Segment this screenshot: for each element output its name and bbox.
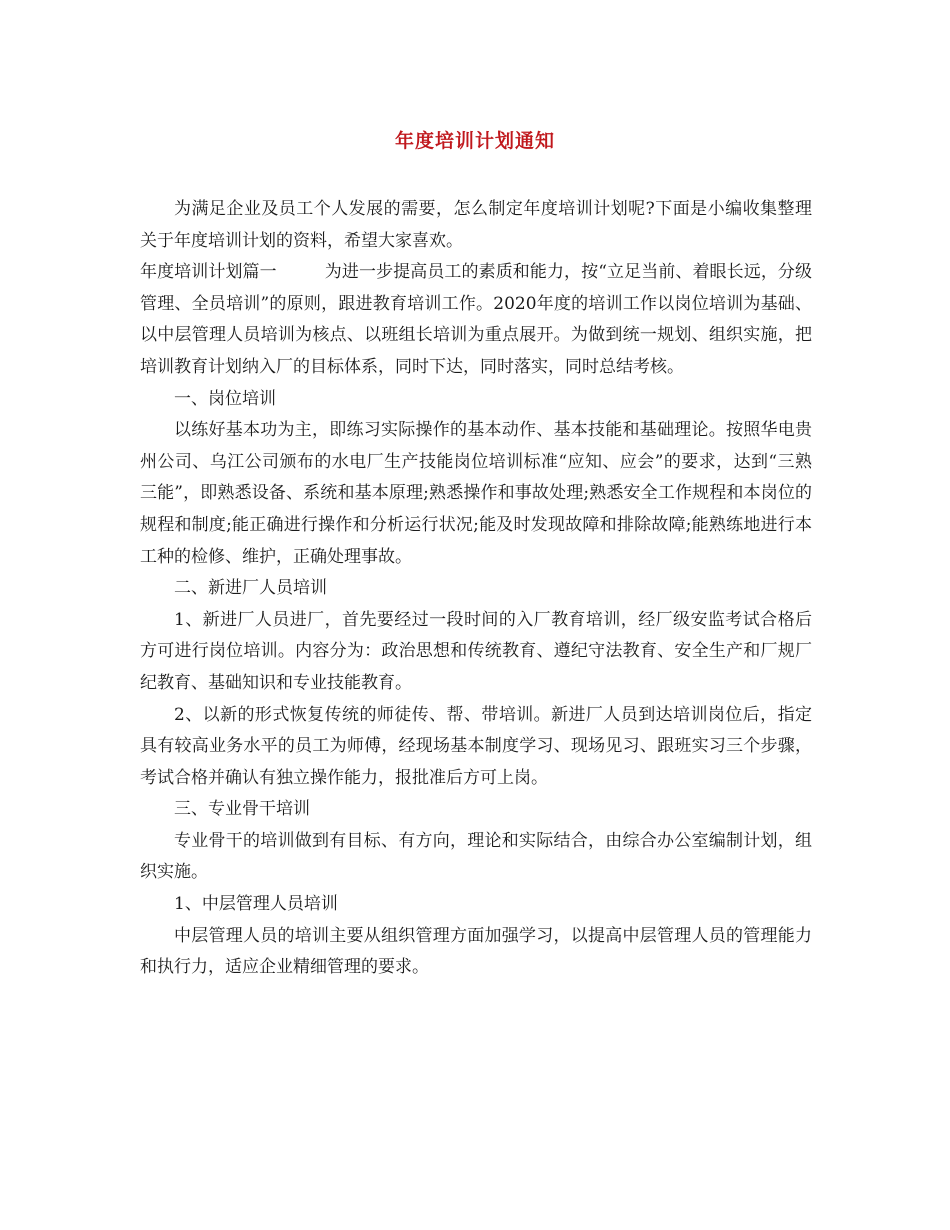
section-heading-post-training: 一、岗位培训 [174,388,276,409]
paragraph-post-training: 以练好基本功为主，即练习实际操作的基本动作、基本技能和基础理论。按照华电贵州公司、乌江公司颁布的水电厂生产技能岗位培训标准“应知、应会”的要求，达到“三熟三能”，即熟悉设备、系统和基本原理;熟悉操作和事故处理;熟悉安全工作规程和本岗位的规程和制度;能正确进行操作和分析运行状况;能及时发现故障和排除故障;能熟练地进行本工种的检修、维护，正确处理事故。 [140,420,812,567]
section-heading-key-staff: 三、专业骨干培训 [174,799,310,820]
paragraph-intro: 为满足企业及员工个人发展的需要，怎么制定年度培训计划呢?下面是小编收集整理关于年度培训计划的资料，希望大家喜欢。 [140,199,812,251]
document-body [140,194,812,984]
paragraph-lead: 年度培训计划篇一 [140,262,277,283]
paragraph-plan-1-text: 为进一步提高员工的素质和能力，按“立足当前、着眼长远，分级管理、全员培训”的原则，跟进教育培训工作。2020年度的培训工作以岗位培训为基础、以中层管理人员培训为核点、以班组长培训为重点展开。为做到统一规划、组织实施，把培训教育计划纳入厂的目标体系，同时下达，同时落实，同时总结考核。 [140,262,812,377]
paragraph-key-staff: 专业骨干的培训做到有目标、有方向，理论和实际结合，由综合办公室编制计划，组织实施。 [140,830,812,883]
paragraph-new-staff-2: 2、以新的形式恢复传统的师徒传、帮、带培训。新进厂人员到达培训岗位后，指定具有较高业务水平的员工为师傅，经现场基本制度学习、现场见习、跟班实习三个步骤，考试合格并确认有独立操作能力，报批准后方可上岗。 [140,704,812,788]
paragraph-plan-1 [140,257,812,383]
subheading-middle-management: 1、中层管理人员培训 [174,894,338,915]
document-title: 年度培训计划通知 [394,130,555,152]
section-heading-new-staff: 二、新进厂人员培训 [174,578,327,599]
paragraph-middle-management: 中层管理人员的培训主要从组织管理方面加强学习，以提高中层管理人员的管理能力和执行力，适应企业精细管理的要求。 [140,925,812,978]
paragraph-new-staff-1: 1、新进厂人员进厂，首先要经过一段时间的入厂教育培训，经厂级安监考试合格后方可进行岗位培训。内容分为：政治思想和传统教育、遵纪守法教育、安全生产和厂规厂纪教育、基础知识和专业技能教育。 [140,609,812,693]
